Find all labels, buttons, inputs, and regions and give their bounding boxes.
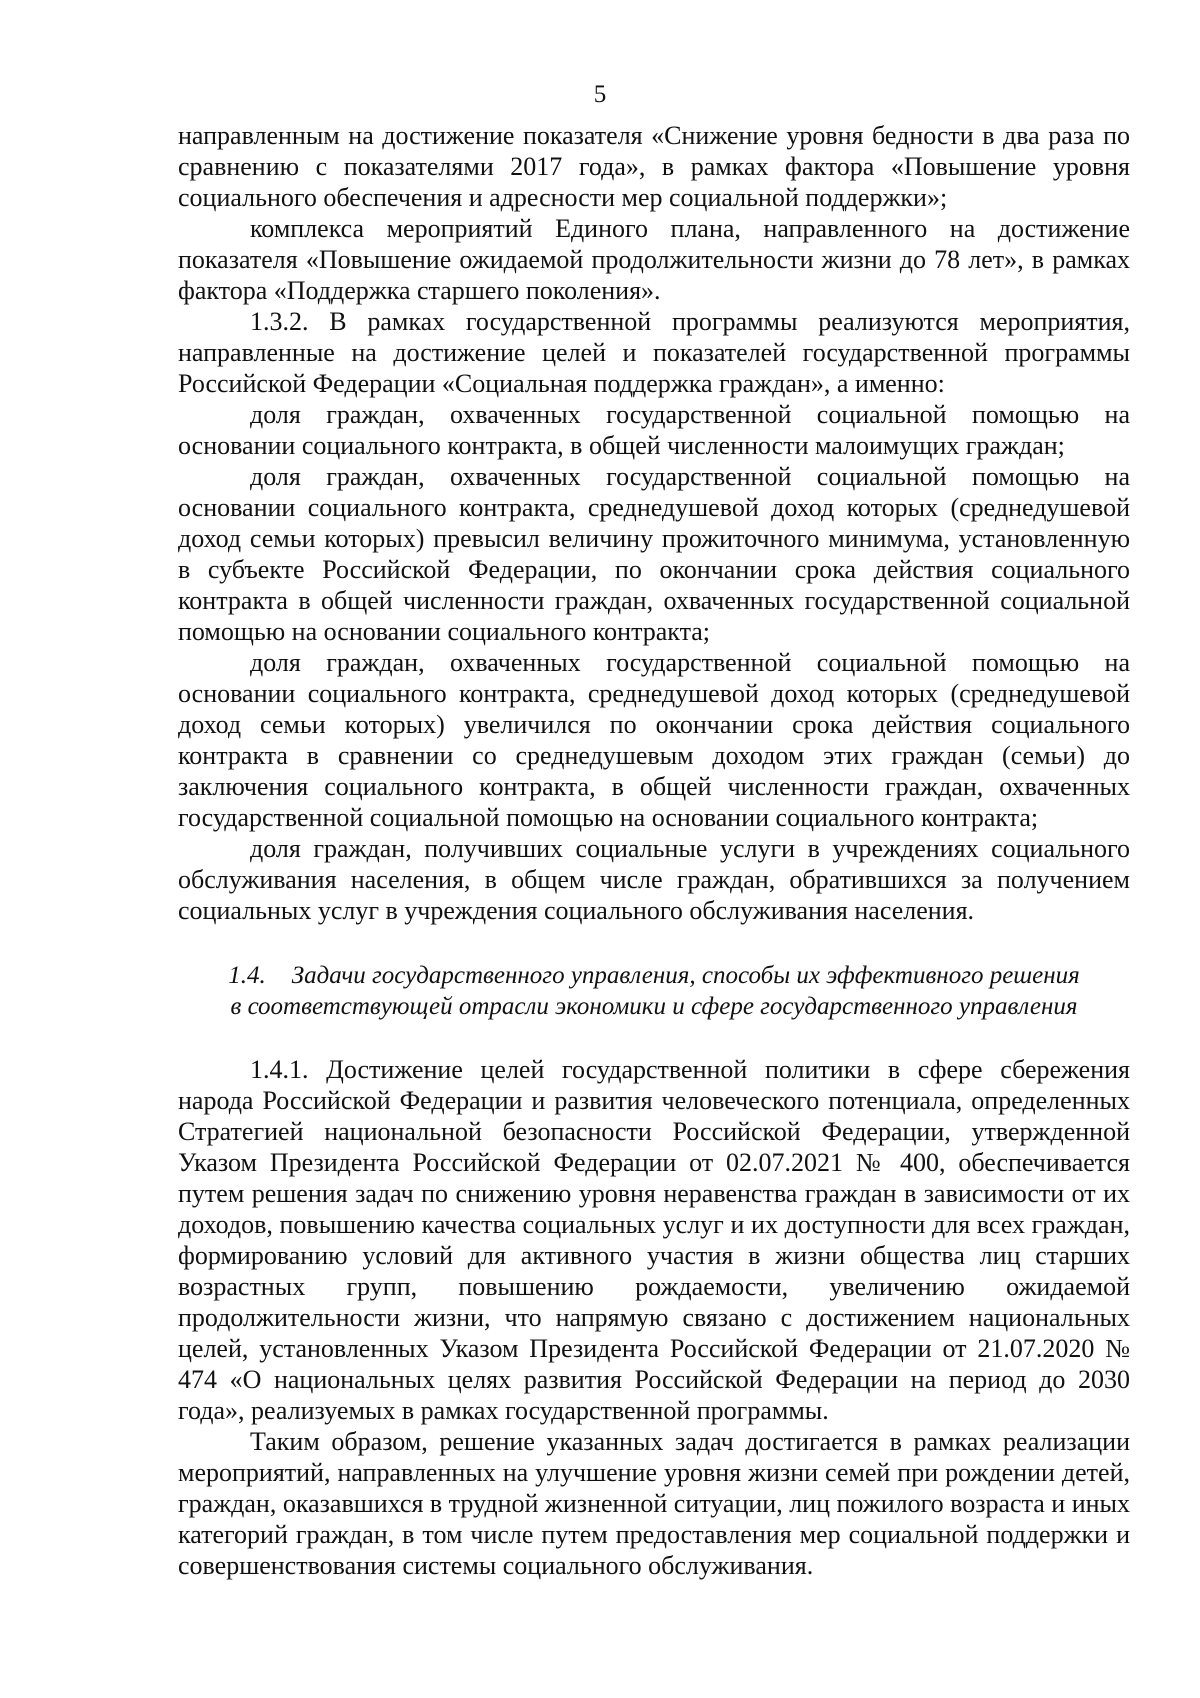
paragraph-conclusion: Таким образом, решение указанных задач достигается в рамках реализации мероприятий, направленных на улучшение уровня жизни семей при рождении детей, граждан, оказавшихся в трудной жизненной ситуации, лиц пожилого возраста и иных категорий граждан, в том числе путем предоставления мер социальной поддержки и совершенствования системы социального обслуживания.	[178, 1427, 1131, 1580]
document-body	[178, 120, 1130, 1581]
section-number: 1.4.	[228, 962, 266, 989]
paragraph-1-3-2: 1.3.2. В рамках государственной программы реализуются мероприятия, направленные на достижение целей и показателей государственной программы Российской Федерации «Социальная поддержка граждан», а именно:	[178, 307, 1130, 398]
paragraph-1-4-1: 1.4.1. Достижение целей государственной политики в сфере сбережения народа Российской Федерации и развития человеческого потенциала, определенных Стратегией национальной безопасности Российской Федерации, утвержденной Указом Президента Российской Федерации от 02.07.2021 № 400, обеспечивается путем решения задач по снижению уровня неравенства граждан в зависимости от их доходов, повышению качества социальных услуг и их доступности для всех граждан, формированию условий для активного участия в жизни общества лиц старших возрастных групп, повышению рождаемости, увеличению ожидаемой продолжительности жизни, что напрямую связано с достижением национальных целей, установленных Указом Президента Российской Федерации от 21.07.2020 № 474 «О национальных целях развития Российской Федерации на период до 2030 года», реализуемых в рамках государственной программы.	[178, 1055, 1130, 1425]
list-item-indicator-4: доля граждан, получивших социальные услуги в учреждениях социального обслуживания населения, в общем числе граждан, обратившихся за получением социальных услуг в учреждения социального обслуживания населения.	[178, 834, 1130, 925]
paragraph-continued: направленным на достижение показателя «Снижение уровня бедности в два раза по сравнению с показателями 2017 года», в рамках фактора «Повышение уровня социального обеспечения и адресности мер социальной поддержки»;	[178, 121, 1130, 212]
list-item-indicator-1: доля граждан, охваченных государственной социальной помощью на основании социального контракта, в общей численности малоимущих граждан;	[178, 400, 1130, 460]
page-number: 5	[593, 81, 607, 108]
section-title-part-2: в соответствующей отрасли экономики и сфере государственного управления	[230, 993, 1078, 1020]
list-item-indicator-3: доля граждан, охваченных государственной социальной помощью на основании социального контракта, среднедушевой доход которых (среднедушевой доход семьи которых) увеличился по окончании срока действия социального контракта в сравнении со среднедушевым доходом этих граждан (семьи) до заключения социального контракта, в общей численности граждан, охваченных государственной социальной помощью на основании социального контракта;	[178, 648, 1130, 832]
section-title-part-1: Задачи государственного управления, способы их эффективного решения	[291, 962, 1080, 989]
section-heading-line-1	[178, 960, 1130, 991]
paragraph-complex-measures: комплекса мероприятий Единого плана, направленного на достижение показателя «Повышение ожидаемой продолжительности жизни до 78 лет», в рамках фактора «Поддержка старшего поколения».	[178, 214, 1130, 305]
list-item-indicator-2: доля граждан, охваченных государственной социальной помощью на основании социального контракта, среднедушевой доход которых (среднедушевой доход семьи которых) превысил величину прожиточного минимума, установленную в субъекте Российской Федерации, по окончании срока действия социального контракта в общей численности граждан, охваченных государственной социальной помощью на основании социального контракта;	[178, 462, 1130, 646]
section-heading-1-4	[178, 960, 1130, 1022]
